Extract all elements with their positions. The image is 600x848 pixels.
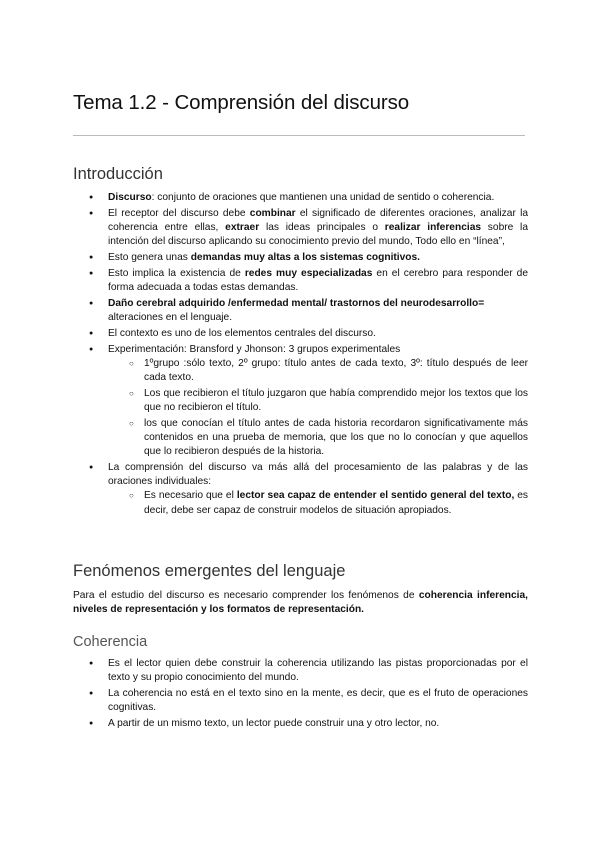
list-item: ● A partir de un mismo texto, un lector puede construir una y otro lector, no.	[73, 717, 528, 731]
list-item	[73, 461, 528, 518]
section-heading-introduccion: Introducción	[73, 165, 163, 183]
sub-list	[108, 357, 528, 460]
list-item	[73, 191, 528, 205]
bold-text: demandas muy altas a los sistemas cognitivos.	[190, 252, 421, 263]
text: las ideas principales o	[259, 222, 385, 233]
text: Experimentación: Bransford y Jhonson: 3 grupos experimentales	[108, 343, 401, 355]
text: Para el estudio del discurso es necesario comprender los fenómenos de	[73, 590, 419, 601]
text: Es necesario que el	[144, 490, 237, 502]
list-item	[73, 327, 528, 341]
list-item	[73, 297, 528, 325]
text: alteraciones en el lenguaje.	[108, 312, 233, 323]
list-item	[73, 343, 528, 460]
text: La comprensión del discurso va más allá del procesamiento de las palabras y de las oraciones individuales:	[108, 462, 528, 488]
bold-text: combinar	[249, 207, 296, 219]
bold-text: redes muy especializadas	[244, 267, 373, 279]
bold-text: lector sea capaz de entender el sentido general del texto,	[236, 490, 515, 502]
sub-list-item	[108, 489, 528, 517]
bold-text: Discurso	[108, 192, 152, 203]
coherencia-bullet-list	[73, 657, 528, 733]
list-item	[73, 251, 528, 265]
text: es decir, debe ser capaz de construir modelos de situación apropiados.	[144, 490, 528, 516]
subsection-heading-coherencia: Coherencia	[73, 634, 148, 650]
sub-list-item: ○ Los que recibieron el título juzgaron que había comprendido mejor los textos que los que no recibieron el título.	[108, 387, 528, 415]
list-item: ● Es el lector quien debe construir la coherencia utilizando las pistas proporcionadas por el texto y su propio conocimiento del mundo.	[73, 657, 528, 685]
bold-text: coherencia inferencia, niveles de representación y los formatos de representación.	[73, 590, 528, 616]
list-item	[73, 207, 528, 250]
bold-text: Daño cerebral adquirido /enfermedad mental/ trastornos del neurodesarrollo=	[108, 297, 485, 309]
list-item	[73, 267, 528, 295]
list-item: ● La coherencia no está en el texto sino en la mente, es decir, que es el fruto de operaciones cognitivas.	[73, 687, 528, 715]
fenomenos-paragraph	[73, 589, 528, 617]
text: : conjunto de oraciones que mantienen una unidad de sentido o coherencia.	[151, 192, 495, 203]
intro-bullet-list	[73, 191, 528, 519]
sub-list-item: ○ los que conocían el título antes de cada historia recordaron significativamente más contenidos en una prueba de memoria, que los que no lo conocían y que aquellos que lo recibieron después de la historia.	[108, 417, 528, 460]
text: El contexto es uno de los elementos centrales del discurso.	[108, 327, 376, 339]
title-divider	[73, 135, 525, 136]
text: El receptor del discurso debe	[108, 207, 250, 219]
text: Esto implica la existencia de	[108, 267, 245, 279]
text: en el cerebro para responder de forma adecuada a todas estas demandas.	[108, 267, 528, 293]
text: sobre la intención del discurso aplicando su conocimiento previo del mundo, Todo ello en “línea”,	[108, 222, 528, 248]
sub-list-item: ○ 1ºgrupo :sólo texto, 2º grupo: título antes de cada texto, 3º: título después de leer cada texto.	[108, 357, 528, 385]
sub-list	[108, 489, 528, 517]
bold-text: extraer	[225, 222, 260, 233]
section-heading-fenomenos: Fenómenos emergentes del lenguaje	[73, 562, 346, 580]
page-title: Tema 1.2 - Comprensión del discurso	[73, 91, 410, 114]
bold-text: realizar inferencias	[384, 222, 482, 233]
text: Esto genera unas	[108, 252, 191, 263]
text: el significado de diferentes oraciones, analizar la coherencia entre ellas,	[108, 207, 528, 233]
